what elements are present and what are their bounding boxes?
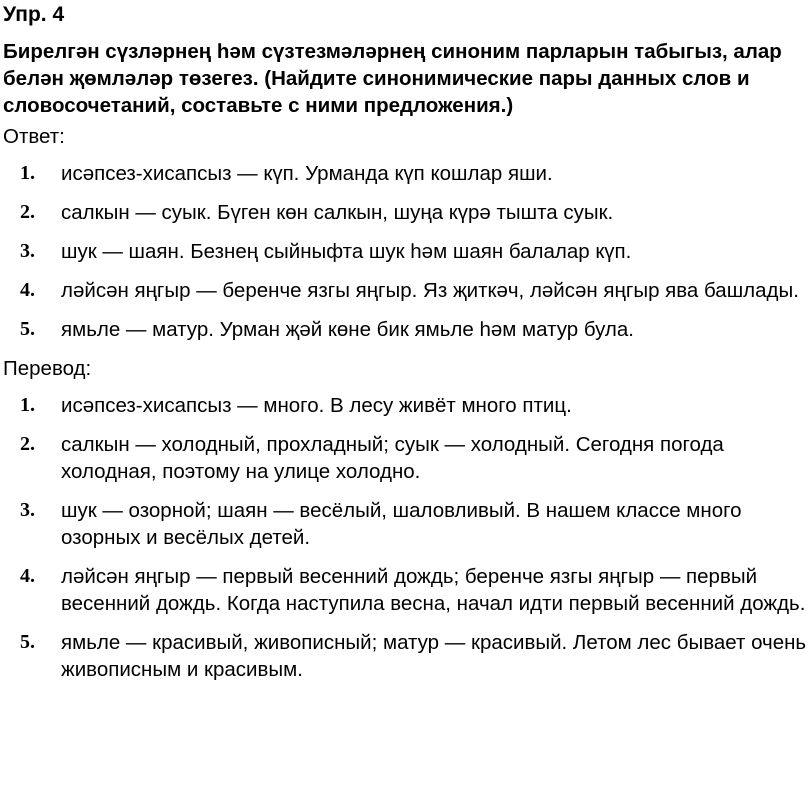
item-number: 1. <box>20 394 35 416</box>
translation-item <box>3 629 808 683</box>
item-number: 5. <box>20 318 35 340</box>
exercise-title: Упр. 4 <box>3 3 65 26</box>
item-number: 3. <box>20 499 35 521</box>
answer-item <box>3 277 808 304</box>
item-text: ләйсән яңгыр — первый весенний дождь; беренче язгы яңгыр — первый весенний дождь. Когда наступила весна, начал идти первый весенний дождь. <box>61 565 806 615</box>
translation-list <box>3 392 808 683</box>
item-number: 3. <box>20 240 35 262</box>
item-number: 5. <box>20 631 35 653</box>
item-text: ямьле — матур. Урман җәй көне бик ямьле һәм матур була. <box>61 318 634 341</box>
item-number: 2. <box>20 201 35 223</box>
item-number: 1. <box>20 162 35 184</box>
exercise-task: Бирелгән сүзләрнең һәм сүзтезмәләрнең синоним парларын табыгыз, алар белән җөмләләр төзегез. (Найдите синонимические пары данных слов и словосочетаний, составьте с ними предложения.) <box>3 40 782 117</box>
translation-item <box>3 392 808 419</box>
item-text: салкын — холодный, прохладный; суык — холодный. Сегодня погода холодная, поэтому на улице холодно. <box>61 433 724 483</box>
item-text: исәпсез-хисапсыз — много. В лесу живёт много птиц. <box>61 394 572 417</box>
item-text: ямьле — красивый, живописный; матур — красивый. Летом лес бывает очень живописным и красивым. <box>61 631 807 681</box>
item-number: 4. <box>20 279 35 301</box>
answer-item <box>3 160 808 187</box>
item-text: исәпсез-хисапсыз — күп. Урманда күп кошлар яши. <box>61 162 553 185</box>
answer-item <box>3 199 808 226</box>
exercise-page <box>3 0 808 695</box>
translation-item <box>3 497 808 551</box>
translation-item <box>3 431 808 485</box>
item-text: салкын — суык. Бүген көн салкын, шуңа күрә тышта суык. <box>61 201 614 224</box>
translation-item <box>3 563 808 617</box>
answer-item <box>3 316 808 343</box>
answer-list <box>3 160 808 343</box>
item-text: ләйсән яңгыр — беренче язгы яңгыр. Яз җиткәч, ләйсән яңгыр ява башлады. <box>61 279 799 302</box>
translation-label: Перевод: <box>3 357 92 380</box>
item-text: шук — озорной; шаян — весёлый, шаловливый. В нашем классе много озорных и весёлых детей. <box>61 499 742 549</box>
item-number: 4. <box>20 565 35 587</box>
item-text: шук — шаян. Безнең сыйныфта шук һәм шаян балалар күп. <box>61 240 632 263</box>
answer-label: Ответ: <box>3 125 65 148</box>
item-number: 2. <box>20 433 35 455</box>
answer-item <box>3 238 808 265</box>
